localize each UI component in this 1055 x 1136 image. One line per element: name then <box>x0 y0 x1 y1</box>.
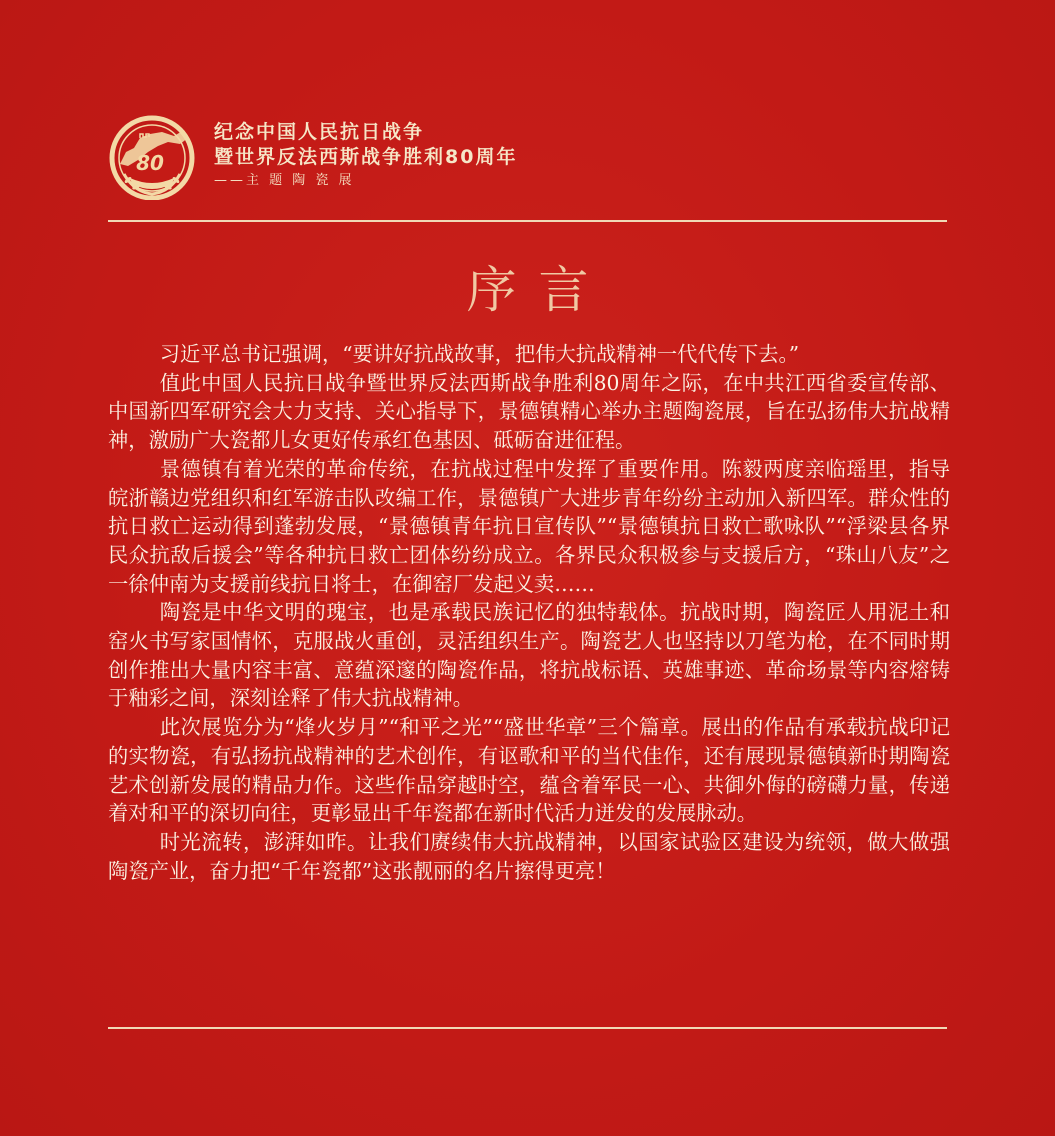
paragraph-4: 陶瓷是中华文明的瑰宝，也是承载民族记忆的独特载体。抗战时期，陶瓷匠人用泥土和窑火书写家国情怀，克服战火重创，灵活组织生产。陶瓷艺人也坚持以刀笔为枪，在不同时期创作推出大量内容丰富、意蕴深邃的陶瓷作品，将抗战标语、英雄事迹、革命场景等内容熔铸于釉彩之间，深刻诠释了伟大抗战精神。 <box>108 600 950 711</box>
paragraph-1: 习近平总书记强调，“要讲好抗战故事，把伟大抗战精神一代代传下去。” <box>159 342 800 366</box>
header-subtitle: ——主 题 陶 瓷 展 <box>214 173 355 188</box>
exhibition-header <box>214 120 517 191</box>
paragraph-5: 此次展览分为“烽火岁月”“和平之光”“盛世华章”三个篇章。展出的作品有承载抗战印记的实物瓷，有弘扬抗战精神的艺术创作，有讴歌和平的当代佳作，还有展现景德镇新时期陶瓷艺术创新发展的精品力作。这些作品穿越时空，蕴含着军民一心、共御外侮的磅礴力量，传递着对和平的深切向往，更彰显出千年瓷都在新时代活力迸发的发展脉动。 <box>108 715 950 826</box>
preface-body <box>108 340 950 885</box>
bottom-divider <box>108 1027 947 1029</box>
page-title: 序言 <box>466 261 611 319</box>
top-divider <box>108 220 947 222</box>
header-line-2: 暨世界反法西斯战争胜利80周年 <box>214 146 518 168</box>
header-line-1: 纪念中国人民抗日战争 <box>214 121 425 143</box>
paragraph-3: 景德镇有着光荣的革命传统，在抗战过程中发挥了重要作用。陈毅两度亲临瑶里，指导皖浙赣边党组织和红军游击队改编工作，景德镇广大进步青年纷纷主动加入新四军。群众性的抗日救亡运动得到蓬勃发展，“景德镇青年抗日宣传队”“景德镇抗日救亡歌咏队”“浮梁县各界民众抗敌后援会”等各种抗日救亡团体纷纷成立。各界民众积极参与支援后方，“珠山八友”之一徐仲南为支援前线抗日将士，在御窑厂发起义卖…… <box>108 456 950 596</box>
paragraph-6: 时光流转，澎湃如昨。让我们赓续伟大抗战精神，以国家试验区建设为统领，做大做强陶瓷产业，奋力把“千年瓷都”这张靓丽的名片擦得更亮！ <box>108 829 950 883</box>
paragraph-2: 值此中国人民抗日战争暨世界反法西斯战争胜利80周年之际，在中共江西省委宣传部、中国新四军研究会大力支持、关心指导下，景德镇精心举办主题陶瓷展，旨在弘扬伟大抗战精神，激励广大瓷都儿女更好传承红色基因、砥砺奋进征程。 <box>108 370 950 453</box>
anniversary-80-emblem-icon <box>104 108 204 200</box>
logo-number: 80 <box>136 151 164 175</box>
